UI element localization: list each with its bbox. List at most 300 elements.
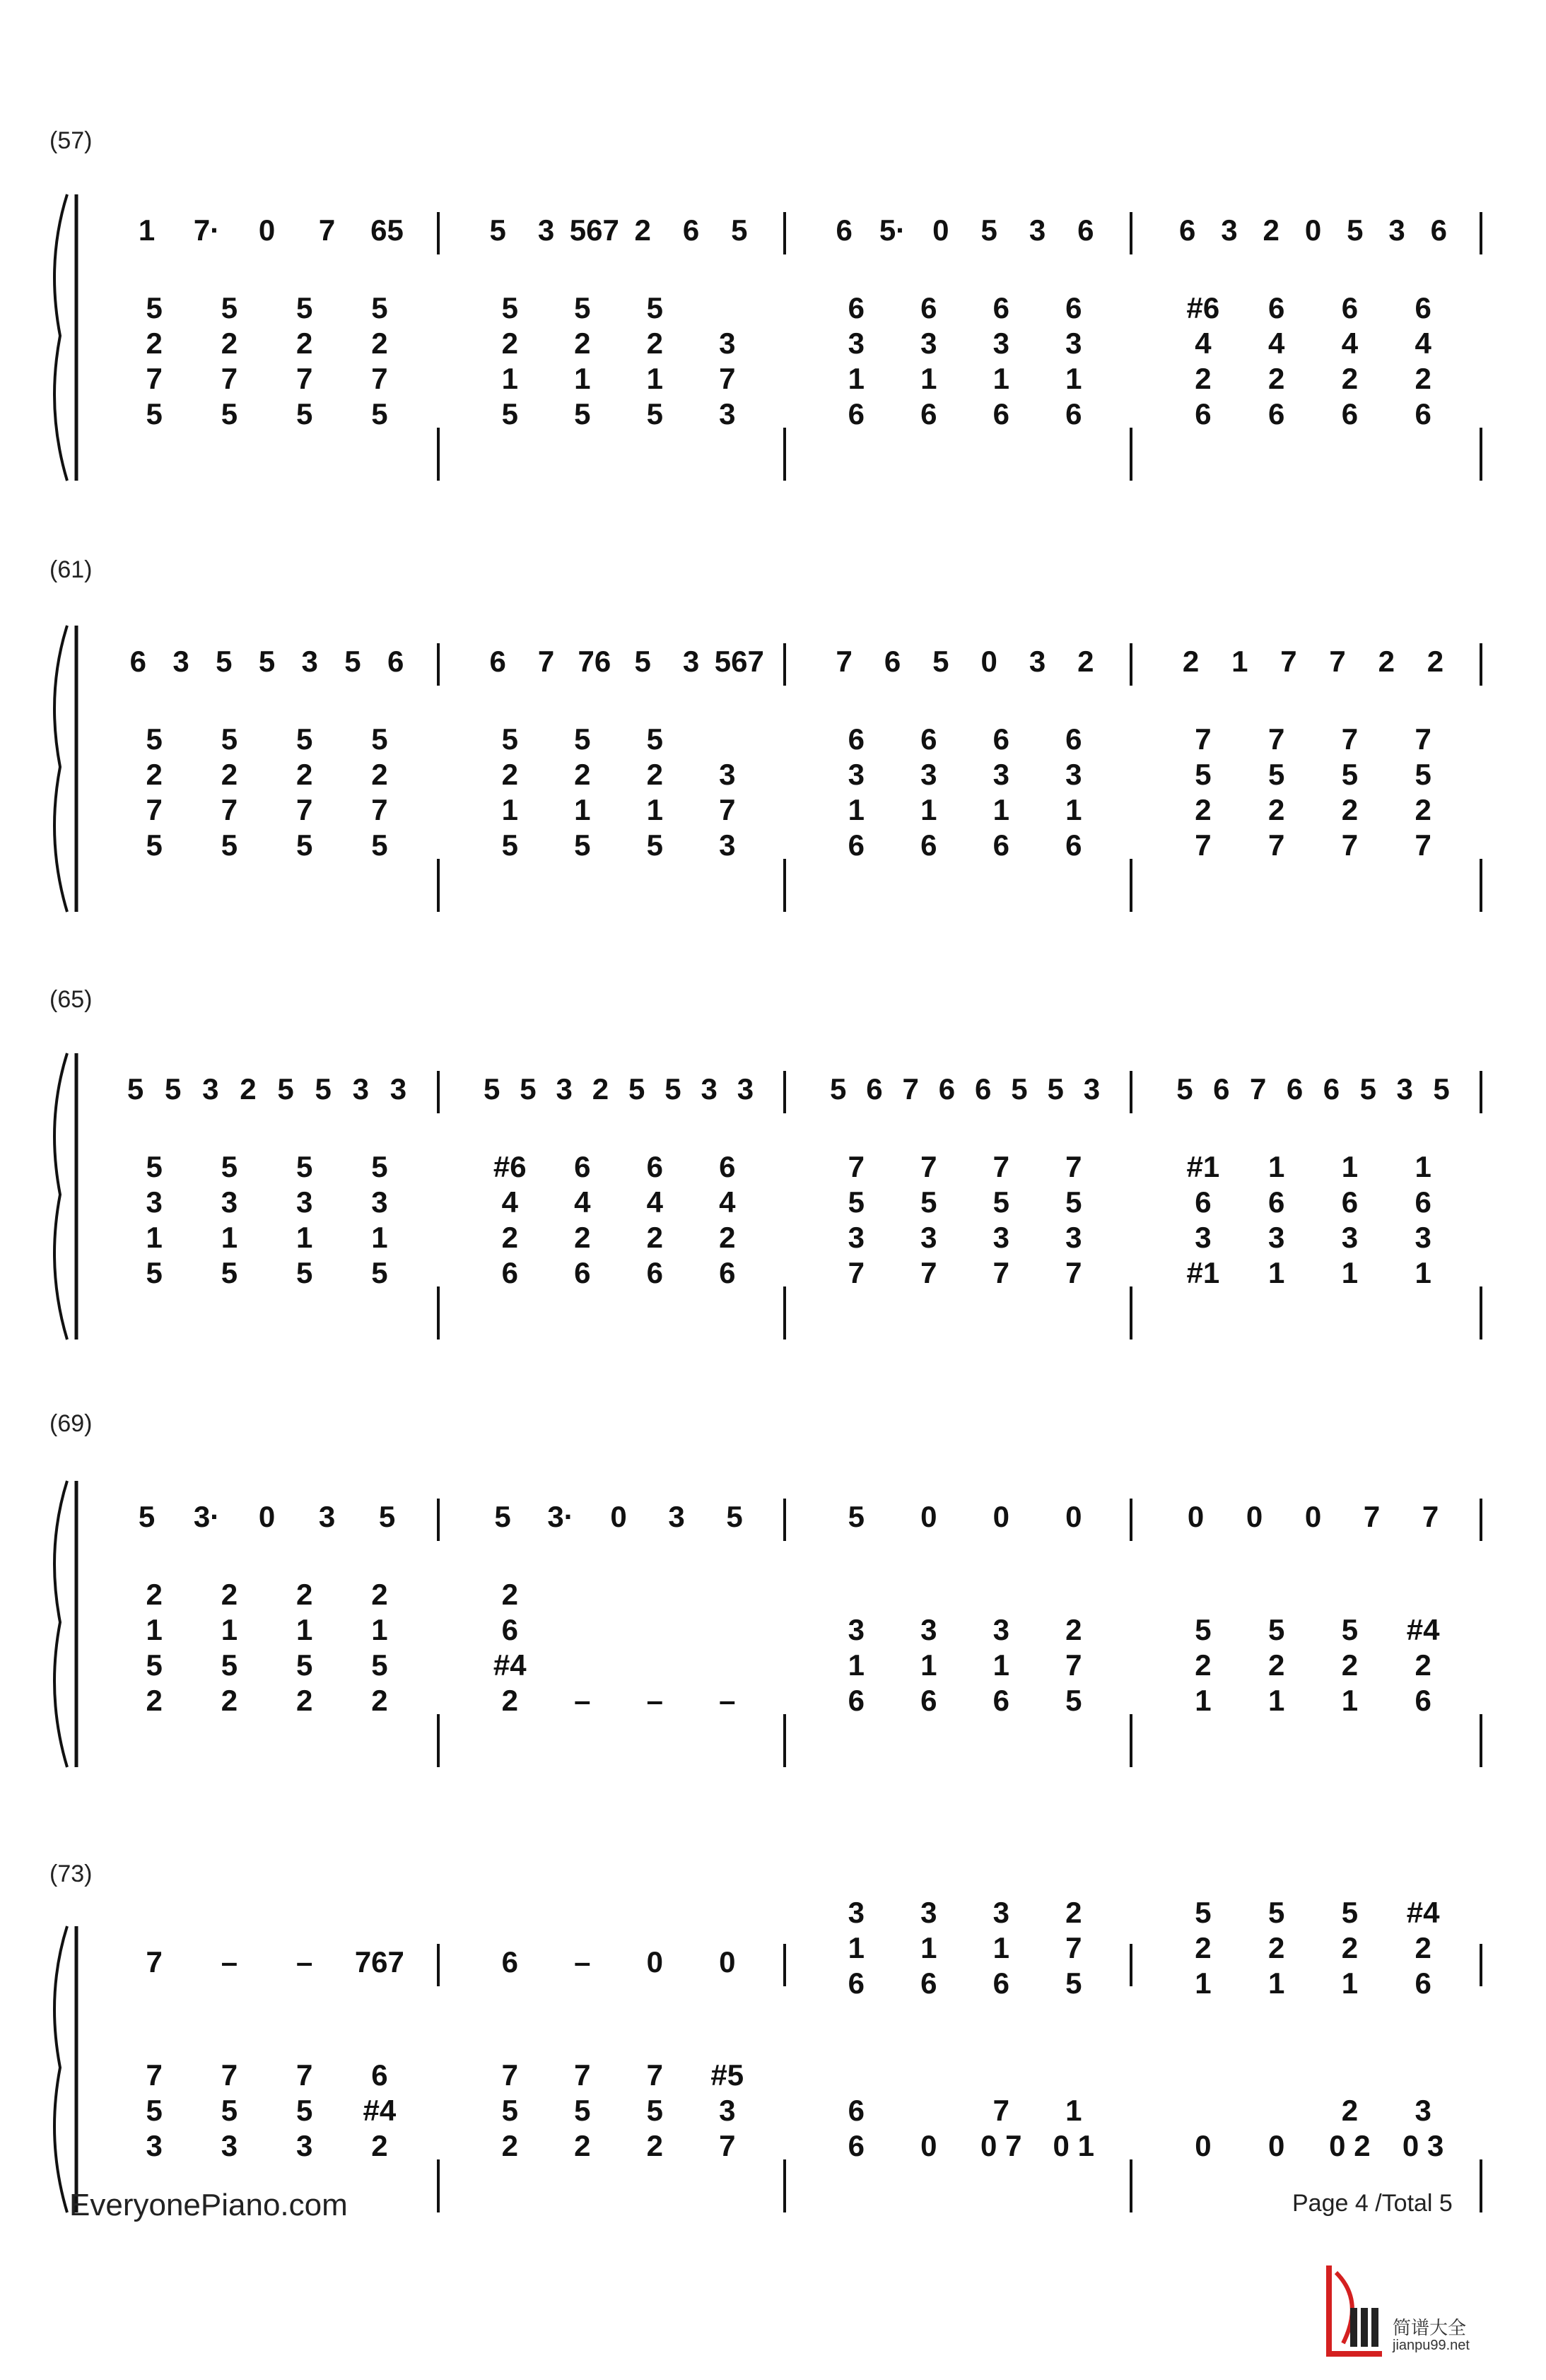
chord-note: 2 <box>146 1684 163 1717</box>
chord-note: 2 <box>295 1684 313 1717</box>
system-label-69: (69) <box>49 1410 93 1437</box>
chord-note: 5 <box>221 1648 238 1682</box>
melody-note: 5 <box>1047 1072 1064 1106</box>
chord-note: 5 <box>221 722 238 756</box>
chord-note: 2 <box>1267 362 1285 395</box>
chord-note: 1 <box>848 793 865 826</box>
chord-note: 6 <box>1415 1185 1431 1219</box>
chord-note: 4 <box>501 1185 518 1219</box>
chord-note: 3 <box>1065 758 1082 791</box>
melody-note: 7 <box>1422 1500 1439 1533</box>
chord-note: 1 <box>146 1221 163 1254</box>
chord-note: 5 <box>501 722 518 756</box>
chord-note: 5 <box>646 828 663 862</box>
chord-note: 2 <box>146 758 163 791</box>
melody-note: 0 <box>1065 1500 1082 1533</box>
piano-logo-icon <box>1322 2258 1389 2361</box>
chord-note: 1 <box>295 1613 313 1646</box>
melody-note: – <box>295 1945 313 1979</box>
melody-note: 7 <box>146 1945 163 1979</box>
melody-note: 65 <box>370 213 404 247</box>
chord-note: 6 <box>1065 397 1082 430</box>
chord-note: 5 <box>1341 758 1359 791</box>
chord-note: 5 <box>646 291 663 324</box>
chord-note: 5 <box>371 828 388 862</box>
chord-note: 6 <box>719 1256 736 1289</box>
upper-chord-note: 5 <box>1195 1896 1212 1929</box>
chord-note: 2 <box>1415 362 1431 395</box>
melody-note: 3 <box>390 1072 407 1106</box>
chord-note: 3 <box>992 327 1009 360</box>
chord-note: 5 <box>295 2094 313 2127</box>
melody-note: 5 <box>216 645 233 678</box>
melody-note: 5 <box>848 1500 865 1533</box>
chord-note: #4 <box>1406 1613 1440 1646</box>
melody-note: 2 <box>1182 645 1200 678</box>
melody-note: 5 <box>1433 1072 1450 1106</box>
melody-note: 5 <box>258 645 276 678</box>
chord-note: #1 <box>1186 1150 1220 1183</box>
chord-note: #6 <box>493 1150 527 1183</box>
chord-note: 7 <box>1065 1256 1082 1289</box>
chord-note: 5 <box>371 397 388 430</box>
melody-note: 5 <box>726 1500 743 1533</box>
chord-note: 1 <box>848 362 865 395</box>
melody-note: 0 <box>258 213 276 247</box>
chord-note: 6 <box>1415 291 1431 324</box>
chord-note: 7 <box>719 793 736 826</box>
chord-note: 2 <box>371 758 388 791</box>
chord-note: 5 <box>295 1648 313 1682</box>
melody-note: 5 <box>165 1072 182 1106</box>
chord-note: 5 <box>371 1256 388 1289</box>
chord-note: 2 <box>646 2129 663 2162</box>
chord-note: 5 <box>501 2094 518 2127</box>
melody-note: 7 <box>836 645 853 678</box>
melody-note: 3 <box>1029 645 1046 678</box>
chord-note: 6 <box>920 828 937 862</box>
chord-note: 7 <box>1065 1648 1082 1682</box>
chord-note: 7 <box>719 2129 736 2162</box>
upper-chord-note: 6 <box>920 1966 937 2000</box>
melody-note: 5 <box>127 1072 144 1106</box>
chord-note: 5 <box>501 291 518 324</box>
chord-note: 6 <box>1195 1185 1212 1219</box>
chord-note: 7 <box>574 2058 591 2092</box>
chord-note: 2 <box>1195 1648 1212 1682</box>
melody-note: 5 <box>664 1072 681 1106</box>
melody-note: 3 <box>318 1500 336 1533</box>
brace <box>54 1926 67 2212</box>
chord-note: 6 <box>501 1256 518 1289</box>
melody-note: 7 <box>1329 645 1346 678</box>
chord-note: 0 3 <box>1402 2129 1444 2162</box>
chord-note: 2 <box>1341 1648 1359 1682</box>
chord-note: 5 <box>221 291 238 324</box>
chord-note: 6 <box>371 2058 388 2092</box>
chord-note: 3 <box>848 1613 865 1646</box>
chord-note: 1 <box>1267 1150 1285 1183</box>
chord-note: 6 <box>848 1684 865 1717</box>
melody-note: 3 <box>301 645 318 678</box>
chord-note: 1 <box>1267 1256 1285 1289</box>
chord-note: 3 <box>221 1185 238 1219</box>
melody-note: 2 <box>1077 645 1094 678</box>
system-label-73: (73) <box>49 1860 93 1887</box>
chord-note: 2 <box>295 1578 313 1611</box>
melody-note: 3 <box>537 213 555 247</box>
chord-note: 3 <box>992 1221 1009 1254</box>
chord-note: 5 <box>1065 1185 1082 1219</box>
chord-note: 7 <box>221 2058 238 2092</box>
chord-note: 1 <box>992 362 1009 395</box>
melody-note: 7 <box>318 213 336 247</box>
melody-note: 6 <box>1323 1072 1340 1106</box>
melody-note: 7 <box>902 1072 919 1106</box>
chord-note: 5 <box>295 1256 313 1289</box>
chord-note: 3 <box>992 758 1009 791</box>
upper-chord-note: 2 <box>1341 1931 1359 1964</box>
melody-note: 3 <box>202 1072 219 1106</box>
chord-note: 2 <box>1341 362 1359 395</box>
melody-note: 2 <box>1378 645 1395 678</box>
chord-note: 7 <box>1267 722 1285 756</box>
chord-note: 5 <box>371 1648 388 1682</box>
chord-note: 5 <box>848 1185 865 1219</box>
chord-note: 2 <box>371 2129 388 2162</box>
chord-note: 3 <box>719 758 736 791</box>
chord-note: 7 <box>848 1150 865 1183</box>
chord-note: 7 <box>371 793 388 826</box>
chord-note: 3 <box>1415 1221 1431 1254</box>
chord-note: 7 <box>501 2058 518 2092</box>
chord-note: 2 <box>221 327 238 360</box>
chord-note: 3 <box>920 1221 937 1254</box>
upper-chord-note: 5 <box>1341 1896 1359 1929</box>
chord-note: 1 <box>646 793 663 826</box>
chord-note: 3 <box>1195 1221 1212 1254</box>
chord-note: 2 <box>1065 1613 1082 1646</box>
chord-note: 1 <box>1341 1256 1359 1289</box>
melody-note: 3 <box>352 1072 369 1106</box>
upper-chord-note: 3 <box>920 1896 937 1929</box>
chord-note: 2 <box>371 1684 388 1717</box>
chord-note: 6 <box>992 1684 1009 1717</box>
chord-note: 5 <box>371 291 388 324</box>
system-label-61: (61) <box>49 556 93 583</box>
upper-chord-note: 6 <box>1415 1966 1431 2000</box>
melody-note: 0 <box>992 1500 1009 1533</box>
chord-note: 2 <box>501 327 518 360</box>
chord-note: 6 <box>992 722 1009 756</box>
melody-note: 5 <box>932 645 949 678</box>
chord-note: 6 <box>920 397 937 430</box>
chord-note: – <box>719 1684 736 1717</box>
watermark-url: jianpu99.net <box>1393 2338 1470 2353</box>
melody-note: 1 <box>1231 645 1248 678</box>
chord-note: 1 <box>1065 2094 1082 2127</box>
chord-note: 2 <box>1267 793 1285 826</box>
chord-note: 5 <box>646 722 663 756</box>
chord-note: 3 <box>920 327 937 360</box>
chord-note: 3 <box>1065 327 1082 360</box>
chord-note: 2 <box>295 327 313 360</box>
chord-note: 3 <box>295 1185 313 1219</box>
chord-note: 2 <box>719 1221 736 1254</box>
melody-note: 7 <box>1363 1500 1381 1533</box>
melody-note: 5 <box>494 1500 511 1533</box>
chord-note: 1 <box>1267 1684 1285 1717</box>
chord-note: 1 <box>501 793 518 826</box>
upper-chord-note: 5 <box>1065 1966 1082 2000</box>
melody-note: 7· <box>193 213 221 247</box>
melody-note: 5 <box>315 1072 332 1106</box>
chord-note: 4 <box>1341 327 1359 360</box>
upper-chord-note: 2 <box>1267 1931 1285 1964</box>
chord-note: #1 <box>1186 1256 1220 1289</box>
chord-note: 1 <box>992 1648 1009 1682</box>
upper-chord-note: 6 <box>992 1966 1009 2000</box>
chord-note: 4 <box>1415 327 1431 360</box>
chord-note: 5 <box>1415 758 1431 791</box>
upper-chord-note: 3 <box>992 1896 1009 1929</box>
chord-note: 5 <box>574 722 591 756</box>
chord-note: 3 <box>719 397 736 430</box>
chord-note: 0 <box>1195 2129 1212 2162</box>
chord-note: 7 <box>295 793 313 826</box>
upper-chord-note: 3 <box>848 1896 865 1929</box>
chord-note: 5 <box>371 1150 388 1183</box>
chord-note: 3 <box>1415 2094 1431 2127</box>
chord-note: 6 <box>848 722 865 756</box>
chord-note: 0 <box>1267 2129 1285 2162</box>
chord-note: 1 <box>574 362 591 395</box>
chord-note: 1 <box>1065 362 1082 395</box>
chord-note: 6 <box>1195 397 1212 430</box>
chord-note: 1 <box>848 1648 865 1682</box>
chord-note: 6 <box>848 828 865 862</box>
chord-note: 2 <box>1415 1648 1431 1682</box>
chord-note: 6 <box>920 291 937 324</box>
melody-note: 3· <box>547 1500 574 1533</box>
melody-note: 6 <box>489 645 506 678</box>
chord-note: 7 <box>1195 722 1212 756</box>
melody-note: – <box>574 1945 591 1979</box>
chord-note: 7 <box>1341 828 1359 862</box>
melody-note: 6 <box>501 1945 518 1979</box>
watermark-logo <box>1322 2258 1534 2364</box>
melody-note: 3 <box>556 1072 573 1106</box>
chord-note: 1 <box>371 1613 388 1646</box>
chord-note: 3 <box>221 2129 238 2162</box>
chord-note: 7 <box>1415 722 1431 756</box>
chord-note: 2 <box>574 1221 591 1254</box>
chord-note: 2 <box>1341 793 1359 826</box>
chord-note: 7 <box>371 362 388 395</box>
chord-note: 0 <box>920 2129 937 2162</box>
chord-note: 3 <box>992 1613 1009 1646</box>
chord-note: 3 <box>146 2129 163 2162</box>
chord-note: 6 <box>501 1613 518 1646</box>
chord-note: 5 <box>574 397 591 430</box>
chord-note: 5 <box>221 828 238 862</box>
chord-note: 0 2 <box>1329 2129 1371 2162</box>
chord-note: 6 <box>1267 397 1285 430</box>
melody-note: 3 <box>701 1072 718 1106</box>
chord-note: 6 <box>1415 397 1431 430</box>
melody-note: 7 <box>1250 1072 1267 1106</box>
brace <box>54 1481 67 1767</box>
chord-note: 3 <box>719 327 736 360</box>
melody-note: 6 <box>974 1072 992 1106</box>
chord-note: 7 <box>920 1150 937 1183</box>
chord-note: 6 <box>1267 1185 1285 1219</box>
chord-note: 0 7 <box>980 2129 1022 2162</box>
chord-note: 3 <box>920 758 937 791</box>
melody-note: 0 <box>610 1500 627 1533</box>
chord-note: 5 <box>146 828 163 862</box>
chord-note: 5 <box>1341 1613 1359 1646</box>
footer-page-number: Page 4 /Total 5 <box>1292 2190 1453 2217</box>
chord-note: 2 <box>146 1578 163 1611</box>
chord-note: 5 <box>146 397 163 430</box>
watermark-name: 简谱大全 <box>1393 2317 1467 2338</box>
melody-note: 6 <box>1430 213 1448 247</box>
chord-note: 3 <box>848 327 865 360</box>
chord-note: 2 <box>501 2129 518 2162</box>
chord-note: 4 <box>1267 327 1285 360</box>
chord-note: – <box>646 1684 663 1717</box>
melody-note: 0 <box>980 645 997 678</box>
melody-note: 0 <box>719 1945 736 1979</box>
chord-note: 3 <box>848 758 865 791</box>
chord-note: 5 <box>992 1185 1009 1219</box>
chord-note: 5 <box>371 722 388 756</box>
chord-note: 2 <box>1195 362 1212 395</box>
chord-note: 5 <box>501 397 518 430</box>
melody-note: 1 <box>138 213 156 247</box>
chord-note: 2 <box>1341 2094 1359 2127</box>
melody-note: 6 <box>682 213 700 247</box>
chord-note: 1 <box>992 793 1009 826</box>
chord-note: 1 <box>146 1613 163 1646</box>
chord-note: 4 <box>646 1185 663 1219</box>
chord-note: 3 <box>920 1613 937 1646</box>
chord-note: 2 <box>1415 793 1431 826</box>
chord-note: 7 <box>1341 722 1359 756</box>
chord-note: 2 <box>1267 1648 1285 1682</box>
chord-note: 1 <box>1341 1684 1359 1717</box>
melody-note: 5 <box>489 213 506 247</box>
melody-note: 2 <box>1263 213 1279 247</box>
chord-note: 3 <box>719 2094 736 2127</box>
footer-site: EveryonePiano.com <box>69 2188 348 2222</box>
melody-note: 5 <box>378 1500 396 1533</box>
chord-note: 7 <box>146 2058 163 2092</box>
chord-note: 6 <box>1341 397 1359 430</box>
chord-note: 5 <box>920 1185 937 1219</box>
melody-note: 6 <box>1077 213 1094 247</box>
chord-note: 3 <box>1267 1221 1285 1254</box>
chord-note: #5 <box>710 2058 744 2092</box>
upper-chord-note: 1 <box>1195 1966 1212 2000</box>
chord-note: 1 <box>1341 1150 1359 1183</box>
melody-note: 5 <box>520 1072 537 1106</box>
chord-note: 5 <box>146 2094 163 2127</box>
melody-note: 567 <box>714 645 764 678</box>
chord-note: 5 <box>295 1150 313 1183</box>
chord-note: 5 <box>646 2094 663 2127</box>
chord-note: 2 <box>646 758 663 791</box>
chord-note: 6 <box>1065 722 1082 756</box>
chord-note: 5 <box>1267 758 1285 791</box>
chord-note: 5 <box>221 397 238 430</box>
upper-chord-note: 1 <box>992 1931 1009 1964</box>
chord-note: 5 <box>295 397 313 430</box>
chord-note: 5 <box>501 828 518 862</box>
chord-note: 6 <box>1415 1684 1431 1717</box>
melody-note: 3 <box>1029 213 1046 247</box>
melody-note: 3· <box>193 1500 221 1533</box>
melody-note: 0 <box>258 1500 276 1533</box>
melody-note: 5 <box>483 1072 500 1106</box>
chord-note: 6 <box>646 1150 663 1183</box>
chord-note: 2 <box>146 327 163 360</box>
chord-note: 1 <box>1415 1150 1431 1183</box>
melody-note: 3 <box>1388 213 1405 247</box>
chord-note: 2 <box>574 758 591 791</box>
chord-note: 6 <box>848 2094 865 2127</box>
chord-note: 1 <box>1415 1256 1431 1289</box>
melody-note: 5 <box>980 213 997 247</box>
chord-note: 0 1 <box>1053 2129 1094 2162</box>
chord-note: 1 <box>920 793 937 826</box>
chord-note: 2 <box>646 1221 663 1254</box>
chord-note: 6 <box>992 291 1009 324</box>
melody-note: 0 <box>920 1500 937 1533</box>
chord-note: 2 <box>371 327 388 360</box>
chord-note: 7 <box>1267 828 1285 862</box>
chord-note: 2 <box>295 758 313 791</box>
chord-note: 1 <box>920 362 937 395</box>
melody-note: 6 <box>938 1072 956 1106</box>
system-label-57: (57) <box>49 127 93 154</box>
chord-note: 3 <box>719 828 736 862</box>
melody-note: 767 <box>354 1945 404 1979</box>
upper-chord-note: 2 <box>1195 1931 1212 1964</box>
chord-note: 5 <box>221 1256 238 1289</box>
melody-note: 2 <box>240 1072 257 1106</box>
chord-note: 3 <box>371 1185 388 1219</box>
melody-note: 3 <box>1083 1072 1101 1106</box>
chord-note: 5 <box>146 291 163 324</box>
chord-note: 2 <box>574 327 591 360</box>
chord-note: 5 <box>574 291 591 324</box>
chord-note: 5 <box>1195 1613 1212 1646</box>
chord-note: 5 <box>146 1150 163 1183</box>
chord-note: 7 <box>719 362 736 395</box>
chord-note: 7 <box>221 362 238 395</box>
melody-note: 6 <box>1286 1072 1304 1106</box>
melody-note: 5 <box>344 645 361 678</box>
melody-note: 76 <box>578 645 611 678</box>
melody-note: 0 <box>1304 213 1322 247</box>
chord-note: 4 <box>719 1185 736 1219</box>
chord-note: 5 <box>574 828 591 862</box>
chord-note: 6 <box>992 397 1009 430</box>
chord-note: 5 <box>295 828 313 862</box>
upper-chord-note: 2 <box>1415 1931 1431 1964</box>
